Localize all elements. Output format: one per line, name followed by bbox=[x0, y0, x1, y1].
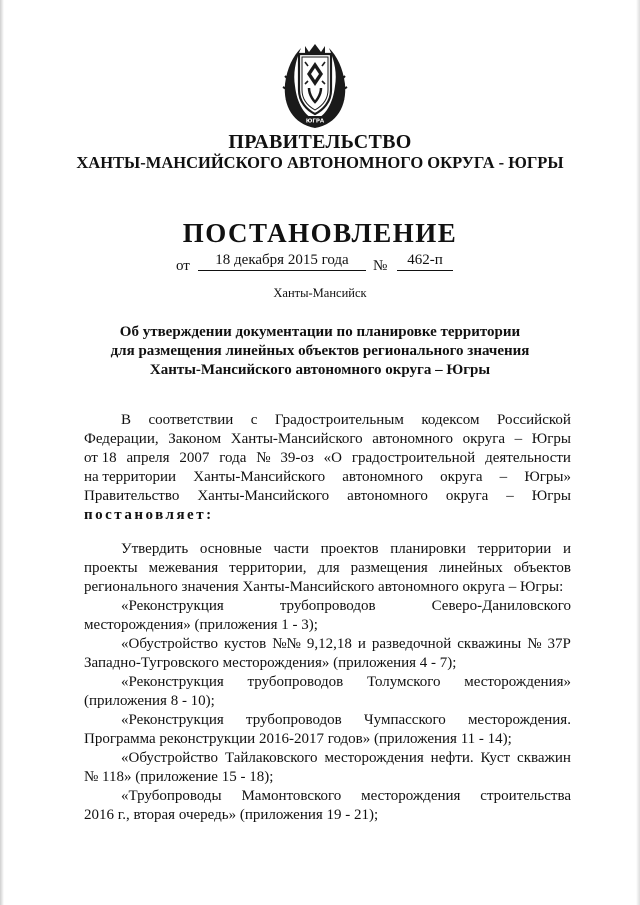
word: градостроительной bbox=[351, 450, 476, 466]
word: автономного bbox=[342, 469, 423, 485]
word: автономного bbox=[372, 431, 454, 447]
word: 37Р bbox=[547, 636, 571, 652]
word: части bbox=[273, 541, 309, 557]
resolves-word: постановляет: bbox=[84, 507, 214, 523]
word: с bbox=[250, 412, 258, 428]
word: – bbox=[499, 469, 508, 485]
word: месторождения. bbox=[467, 712, 571, 728]
list-item-continuation: Программа реконструкции 2016-2017 годов» (приложения 11 - 14); bbox=[84, 731, 512, 747]
word: Мамонтовского bbox=[241, 788, 342, 804]
word: Чумпасского bbox=[363, 712, 446, 728]
word: трубопроводов bbox=[245, 712, 342, 728]
word: «Обустройство bbox=[121, 750, 219, 766]
word: В bbox=[121, 412, 132, 428]
preamble-line bbox=[84, 468, 571, 487]
city-name: Ханты-Мансийск bbox=[273, 286, 367, 300]
word: Югры bbox=[531, 488, 571, 504]
list-item bbox=[121, 787, 571, 806]
list-item-continuation: № 118» (приложение 15 - 18); bbox=[84, 769, 274, 785]
preamble-line bbox=[121, 411, 571, 430]
document-type: ПОСТАНОВЛЕНИЕ bbox=[182, 218, 458, 248]
word: № bbox=[256, 450, 271, 466]
preamble-line bbox=[84, 449, 571, 468]
word: нефти. bbox=[430, 750, 474, 766]
number-prefix: № bbox=[373, 258, 388, 274]
coat-of-arms-emblem-icon bbox=[279, 40, 351, 132]
word: и bbox=[562, 541, 571, 557]
subject-line: Ханты-Мансийского автономного округа – Югры bbox=[149, 362, 491, 378]
word: Толумского bbox=[366, 674, 441, 690]
word: месторождения» bbox=[464, 674, 571, 690]
word: апреля bbox=[126, 450, 170, 466]
word: Ханты-Мансийского bbox=[197, 488, 330, 504]
word: месторождения bbox=[324, 750, 424, 766]
document-date: 18 декабря 2015 года bbox=[198, 252, 366, 271]
word: и bbox=[357, 636, 366, 652]
list-item bbox=[121, 635, 571, 654]
word: Российской bbox=[497, 412, 571, 428]
word: округа bbox=[462, 431, 506, 447]
word: «О bbox=[323, 450, 343, 466]
resolution-line bbox=[84, 559, 571, 578]
word: территории, bbox=[229, 560, 307, 576]
word: Градостроительным bbox=[274, 412, 404, 428]
word: Утвердить bbox=[121, 541, 189, 557]
word: «Обустройство bbox=[121, 636, 219, 652]
word: размещения bbox=[350, 560, 428, 576]
word: – bbox=[514, 431, 523, 447]
document-subject bbox=[80, 323, 560, 380]
list-item-continuation: 2016 г., вторая очередь» (приложения 19 - 21); bbox=[84, 807, 379, 823]
word: деятельности bbox=[485, 450, 571, 466]
word: территории bbox=[477, 541, 552, 557]
list-item bbox=[121, 597, 571, 616]
list-item bbox=[121, 673, 571, 692]
word: кустов bbox=[224, 636, 267, 652]
word: Югры bbox=[531, 431, 571, 447]
word: 39-оз bbox=[280, 450, 314, 466]
preamble-line bbox=[84, 487, 571, 506]
word: «Трубопроводы bbox=[121, 788, 222, 804]
subject-line: для размещения линейных объектов регионального значения bbox=[110, 343, 530, 359]
word: года bbox=[219, 450, 247, 466]
word: Ханты-Мансийского bbox=[230, 431, 363, 447]
word: соответствии bbox=[148, 412, 234, 428]
word: № bbox=[527, 636, 542, 652]
word: межевания bbox=[148, 560, 219, 576]
government-subtitle: ХАНТЫ-МАНСИЙСКОГО АВТОНОМНОГО ОКРУГА - ЮГРЫ bbox=[76, 153, 564, 172]
word: месторождения bbox=[361, 788, 461, 804]
word: 9,12,18 bbox=[306, 636, 352, 652]
word: округа bbox=[440, 469, 483, 485]
word: «Реконструкция bbox=[121, 712, 224, 728]
word: проектов bbox=[320, 541, 379, 557]
word: разведочной bbox=[371, 636, 452, 652]
list-item-continuation: месторождения» (приложения 1 - 3); bbox=[84, 617, 318, 633]
word: «Реконструкция bbox=[121, 674, 224, 690]
list-item bbox=[121, 749, 571, 768]
word: строительства bbox=[480, 788, 571, 804]
word: кодексом bbox=[421, 412, 480, 428]
government-title: ПРАВИТЕЛЬСТВО bbox=[228, 131, 412, 153]
resolution-line bbox=[121, 540, 571, 559]
word: от 18 bbox=[84, 450, 117, 466]
word: основные bbox=[199, 541, 262, 557]
word: – bbox=[506, 488, 514, 504]
emblem-caption: ЮГРА bbox=[305, 118, 325, 125]
word: №№ bbox=[272, 636, 301, 652]
list-item-continuation: (приложения 8 - 10); bbox=[84, 693, 215, 709]
word: проекты bbox=[84, 560, 138, 576]
preamble-line bbox=[84, 430, 571, 449]
word: для bbox=[317, 560, 340, 576]
word: Югры» bbox=[524, 469, 571, 485]
date-number-line bbox=[0, 252, 640, 274]
word: объектов bbox=[513, 560, 571, 576]
date-prefix: от bbox=[176, 258, 190, 274]
word: скважин bbox=[517, 750, 571, 766]
list-item bbox=[121, 711, 571, 730]
word: Куст bbox=[480, 750, 511, 766]
word: линейных bbox=[438, 560, 503, 576]
word: трубопроводов bbox=[279, 598, 376, 614]
subject-line: Об утверждении документации по планировке территории bbox=[119, 324, 521, 340]
word: округа bbox=[445, 488, 489, 504]
word: Ханты-Мансийского bbox=[193, 469, 326, 485]
word: планировки bbox=[390, 541, 466, 557]
word: Северо-Даниловского bbox=[431, 598, 571, 614]
word: на территории bbox=[84, 469, 177, 485]
document-number: 462-п bbox=[397, 252, 453, 271]
word: автономного bbox=[347, 488, 428, 504]
word: трубопроводов bbox=[247, 674, 344, 690]
word: «Реконструкция bbox=[121, 598, 224, 614]
word: Федерации, bbox=[84, 431, 159, 447]
word: Правительство bbox=[84, 488, 180, 504]
word: 2007 bbox=[179, 450, 210, 466]
word: Законом bbox=[168, 431, 222, 447]
resolution-line: регионального значения Ханты-Мансийского автономного округа – Югры: bbox=[84, 579, 564, 595]
word: Тайлаковского bbox=[224, 750, 318, 766]
word: скважины bbox=[457, 636, 522, 652]
list-item-continuation: Западно-Тугровского месторождения» (приложения 4 - 7); bbox=[84, 655, 457, 671]
